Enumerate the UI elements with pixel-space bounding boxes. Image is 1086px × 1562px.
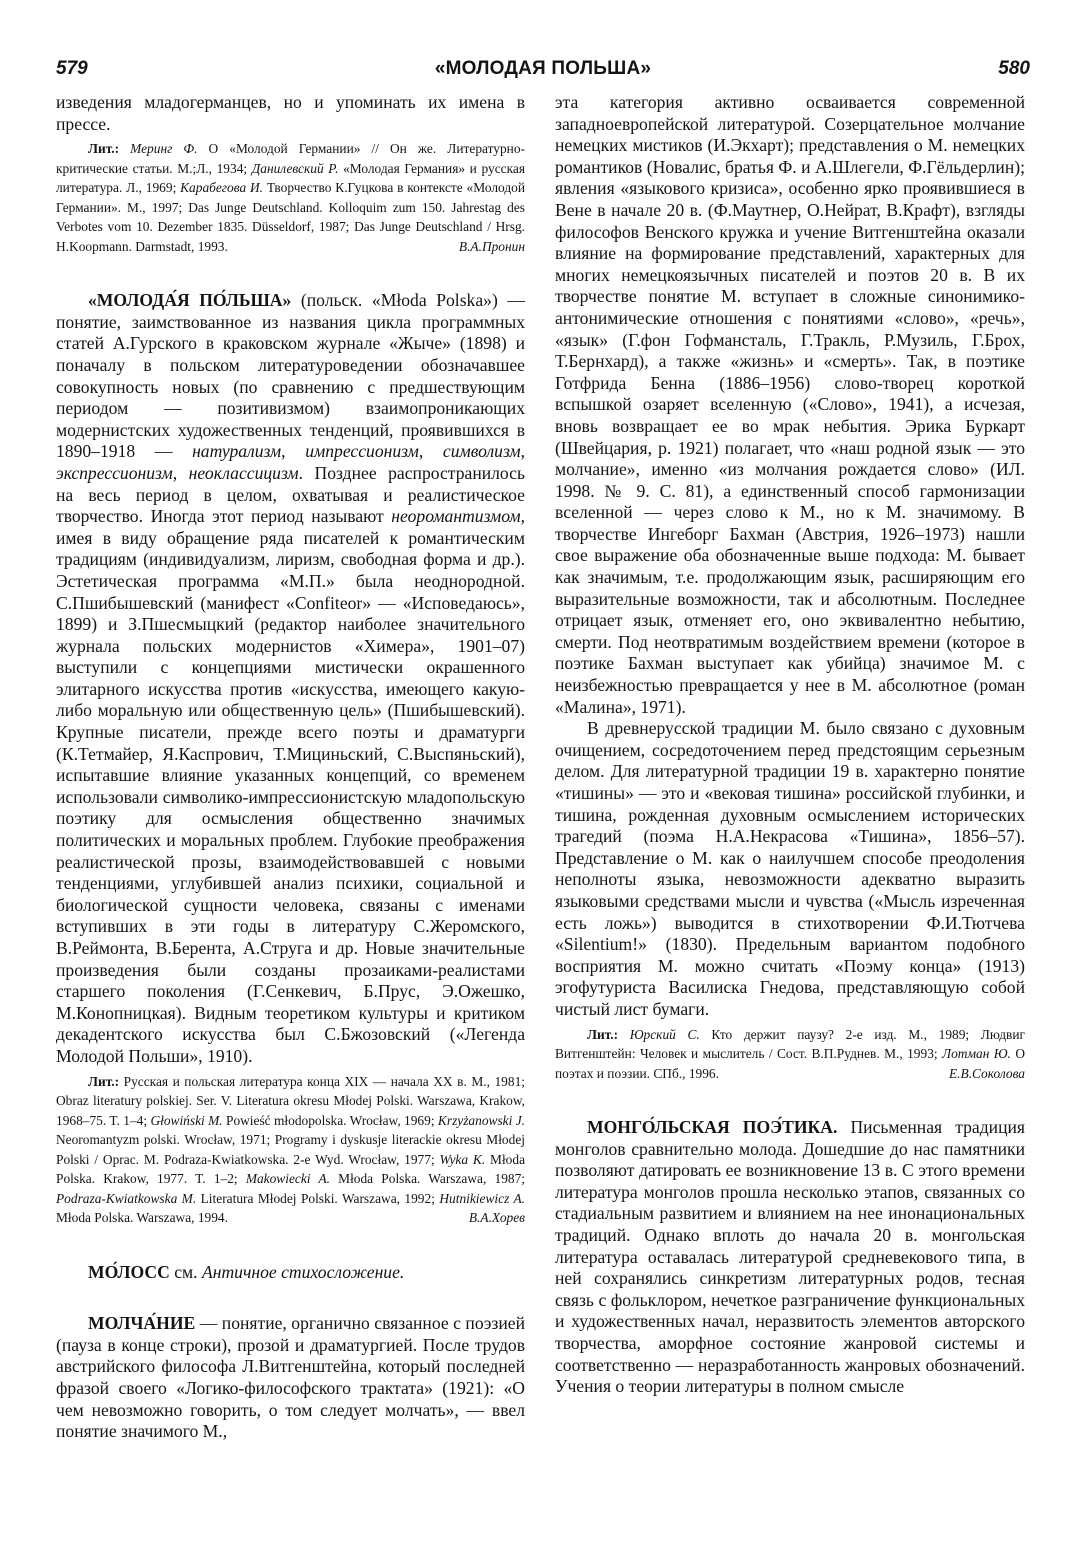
page-number-left: 579	[56, 58, 88, 79]
lit-label: Лит.:	[88, 141, 120, 157]
article-author: В.А.Пронин	[458, 238, 525, 254]
article-author: В.А.Хорев	[468, 1210, 525, 1226]
bibliography	[56, 139, 525, 256]
text-run: Powieść młodopolska. Wrocław, 1969;	[222, 1112, 438, 1128]
entry-separator	[56, 1228, 525, 1262]
text-run: ,	[172, 462, 189, 483]
continuation-paragraph: изведения младогерманцев, но и упоминать их имена в прессе.	[56, 92, 525, 134]
italic-term: Лотман Ю.	[942, 1046, 1011, 1062]
italic-term: Wyka K.	[439, 1151, 486, 1167]
lit-body	[56, 1074, 525, 1226]
entry-body: — понятие, органично связанное с поэзией (пауза в конце строки), прозой и драматургией. После трудов австрийского философа Л.Витгенштейна, который последней фразой своего «Логико-философского трактата» (1921): «О чем невозможно говорить, о том следует молчать», — ввел понятие значимого М.,	[56, 1313, 525, 1442]
italic-term: неоромантизмом	[391, 506, 521, 527]
italic-term: символизм	[442, 441, 521, 462]
text-run: (польск. «Młoda Polska») — понятие, заимствованное из названия цикла программных статей А.Гурского в краковском журнале «Жыче» (1898) и поначалу в польском литературоведении обозначавшее совокупность новых (по сравнению с предшествующим периодом — позитивизмом) взаимопроникающих модернистских художественных тенденций, проявившихся в 1890–1918 —	[56, 290, 525, 462]
italic-term: Makowiecki A.	[245, 1171, 330, 1187]
text-run: . Позднее распространилось на весь период в целом, охватывая и реалистическое творчество. Иногда этот период называют	[56, 462, 525, 527]
text-run: Творчество К.Гуцкова в контексте «Молодой Германии». М., 1997; Das Junge Deutschland. Kolloquim zum 150. Jahrestag des Verbotes vom 10. Dezember 1835. Düsseldorf, 1987; Das Junge Deutschland / Hrsg. H.Koopmann. Darmstadt, 1993.	[56, 180, 526, 254]
entry-separator	[555, 1083, 1025, 1117]
bibliography	[56, 1072, 525, 1228]
entry-mongol-poetics	[555, 1117, 1025, 1398]
text-run: О поэтах и поэзии. СПб., 1996.	[555, 1046, 1025, 1081]
running-head	[56, 58, 1030, 88]
italic-term: Карабегова И.	[180, 180, 264, 196]
italic-term: Hutnikiewicz A.	[439, 1190, 525, 1206]
left-column	[56, 92, 525, 1443]
entry-body: Письменная традиция монголов сравнительно молода. Дошедшие до нас памятники позволяют датировать ее возникновение 13 в. С этого времени литература монголов прошла несколько этапов, связанных со стадиальным развитием и влиянием на нее инонациональных традиций. Однако вплоть до начала 20 в. монгольская литература оставалась литературой средневекового типа, в ней сохранялись синкретизм литературных родов, тесная связь с фольклором, нечеткое разграничение функциональных и художественных начал, неразвитость элементов авторского творчества, аморфное состояние жанровой системы и соответственно — неразработанность жанровых обозначений. Учения о теории литературы в полном смысле	[555, 1117, 1025, 1397]
lit-label: Лит.:	[88, 1073, 120, 1089]
text-run: Młoda Polska. Krakow, 1977. T. 1–2;	[56, 1151, 526, 1187]
italic-term: неоклассицизм	[188, 462, 299, 483]
entry-moloss	[56, 1262, 525, 1284]
running-head-title: «МОЛОДАЯ ПОЛЬША»	[434, 58, 652, 79]
see-label: см.	[169, 1261, 202, 1282]
text-run: ,	[281, 441, 306, 462]
text-run: Русская и польская литература конца XIX — начала XX в. М., 1981; Obraz literatury polskiej. Ser. V. Literatura okresu Młodej Polski. Warszawa, Krakow, 1968–75. T. 1–4;	[56, 1073, 525, 1128]
text-run: , имея в виду обращение ряда писателей к романтическим традициям (индивидуализм, лиризм, свободная форма и др.). Эстетическая программа «М.П.» была неоднородной. С.Пшибышевский (манифест «Confiteor» — «Исповедаюсь», 1899) и З.Пшесмыцкий (редактор наиболее значительного журнала польских модернистов «Химера», 1901–07) выступили с концепциями мистически окрашенного элитарного искусства против «искусства, имеющего какую-либо моральную или общественную цель» (Пшибышевский). Крупные писатели, прежде всего поэты и драматурги (К.Тетмайер, Я.Каспрович, Т.Мициньский, С.Выспяньский), испытавшие влияние указанных концепций, со временем использовали символико-импрессионистскую младопольскую поэтику для осмысления общественно значимых политических и моральных проблем. Глубокие преображения реалистической прозы, взаимодействовавшей с новыми тенденциями, углубившей анализ психики, социальной и биологической сущности человека, связаны с именами вступивших в эти годы в литературу С.Жеромского, В.Реймонта, В.Берента, А.Струга и др. Новые значительные произведения были созданы прозаиками-реалистами старшего поколения (Г.Сенкевич, Б.Прус, Э.Ожешко, М.Конопницкая). Видным теоретиком культуры и критиком декадентского искусства был С.Бжозовский («Легенда Молодой Польши», 1910).	[56, 506, 525, 1066]
article-author: Е.В.Соколова	[948, 1065, 1025, 1081]
text-run: О «Молодой Германии» // Он же. Литературно-критические статьи. М.;Л., 1934;	[56, 141, 525, 176]
italic-term: Юрский С.	[618, 1026, 700, 1042]
italic-term: Меринг Ф.	[130, 141, 198, 157]
cross-reference-link[interactable]: Античное стихосложение.	[201, 1261, 405, 1282]
italic-term: натурализм	[192, 441, 282, 462]
text-run: ,	[418, 441, 443, 462]
italic-term: Данилевский Р.	[251, 160, 339, 176]
headword: МОНГО́ЛЬСКАЯ ПОЭ́ТИКА.	[587, 1117, 838, 1138]
entry-molchanie-paragraph: В древнерусской традиции М. было связано с духовным очищением, сосредоточением перед предстоящим серьезным делом. Для литературной традиции 19 в. характерно понятие «тишины» — это и «вековая тишина» российской глубинки, и тишина, рожденная духовным осмыслением исторических трагедий (поэма Н.А.Некрасова «Тишина», 1856–57). Представление о М. как о наилучшем способе преодоления неполноты языка, невозможности адекватно выразить языковыми средствами мысли и чувства («Мысль изреченная есть ложь») выводится в стихотворении Ф.И.Тютчева «Silentium!» (1830). Предельным вариантом подобного восприятия М. можно считать «Поэму конца» (1913) эгофутуриста Василиска Гнедова, представляющую собой чистый лист бумаги.	[555, 718, 1025, 1019]
text-run: «Молодая Германия» и русская литература. Л., 1969;	[56, 160, 525, 196]
italic-term: Głowiński M.	[150, 1112, 223, 1128]
entry-body	[56, 290, 525, 1066]
entry-separator	[56, 1283, 525, 1313]
text-run: ,	[520, 441, 526, 462]
entry-separator	[56, 256, 525, 290]
lit-label: Лит.:	[587, 1026, 619, 1042]
headword: МОЛЧА́НИЕ	[88, 1313, 196, 1334]
text-run: Literatura Młodej Polski. Warszawa, 1992;	[196, 1190, 440, 1206]
entry-mloda-polska	[56, 290, 525, 1067]
text-run: Кто держит паузу? 2-е изд. М., 1989; Людвиг Витгенштейн: Человек и мыслитель / Сост. В.П.Руднев. М., 1993;	[555, 1026, 1025, 1062]
italic-term: импрессионизм	[305, 441, 419, 462]
text-run: Młoda Polska. Warszawa, 1987;	[329, 1171, 526, 1187]
entry-molchanie-continued: эта категория активно осваивается современной западноевропейской литературой. Созерцательное молчание немецких мистиков (И.Экхарт); представления о М. немецких романтиков (Новалис, братья Ф. и А.Шлегели, Ф.Гёльдерлин); явления «языкового кризиса», особенно ярко проявившиеся в Вене в начале 20 в. (Ф.Маутнер, О.Нейрат, В.Крафт), взгляды философов Венского кружка и учение Витгенштейна оказали влияние на формирование представлений, характерных для многих немецкоязычных писателей и поэтов 20 в. В их творчестве понятие М. вступает в сложные синонимико-антонимические отношения с понятиями «слово», «речь», «язык» (Г.фон Гофмансталь, Г.Тракль, Р.Музиль, Г.Брох, Т.Бернхард), а также «жизнь» и «смерть». Так, в поэтике Готфрида Бенна (1886–1956) слово-творец короткой вспышкой озаряет вселенную («Слово», 1941), а исчезая, вновь возвращает ее во мрак небытия. Эрика Буркарт (Швейцария, р. 1921) полагает, что «наш родной язык — это молчание», именно «из молчания рождается слово» (ИЛ. 1998. № 9. С. 81), а единственный способ гармонизации вселенной — через слово к М., но к М. значимому. В творчестве Ингеборг Бахман (Австрия, 1926–1973) нашли свое выражение оба обозначенные выше подхода: М. бывает как значимым, т.е. продолжающим язык, расширяющим его выразительные возможности, так и абсолютным. Последнее отрицает язык, отменяет его, оно эквивалентно небытию, смерти. Под неотвратимым воздействием времени (которое в поэтике Бахман выступает как убийца) значимое М. с неизбежностью превращается у нее в М. абсолютное (роман «Малина», 1971).	[555, 92, 1025, 717]
bibliography	[555, 1025, 1025, 1084]
italic-term: Podraza-Kwiatkowska M.	[56, 1190, 197, 1206]
headword: МО́ЛОСС	[88, 1261, 170, 1282]
right-column	[555, 92, 1025, 1398]
text-run: Neoromantyzm polski. Wrocław, 1971; Programy i dyskusje literackie okresu Młodej Polski / Oprac. M. Podraza-Kwiatkowska. 2-e Wyd. Wrocław, 1977;	[56, 1132, 525, 1167]
headword: «МОЛОДА́Я ПО́ЛЬША»	[88, 290, 292, 311]
text-run: Młoda Polska. Warszawa, 1994.	[56, 1210, 228, 1226]
page-number-right: 580	[998, 58, 1030, 79]
entry-molchanie	[56, 1313, 525, 1443]
italic-term: Krzyżanowski J.	[437, 1112, 525, 1128]
italic-term: экспрессионизм	[56, 462, 173, 483]
